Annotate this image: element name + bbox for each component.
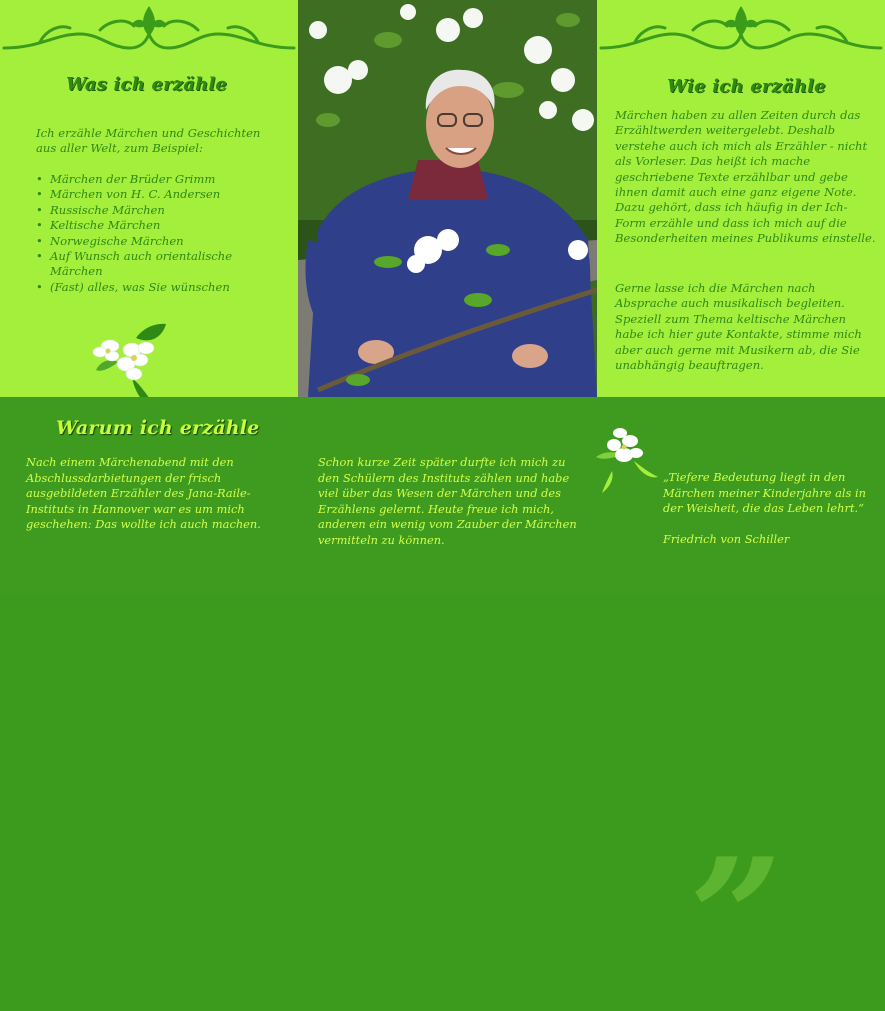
list-item: • Keltische Märchen (36, 218, 286, 233)
ornament-left (0, 4, 298, 56)
right-paragraph-2: Gerne lasse ich die Märchen nach Absprache auch musikalisch begleiten. Speziell zum Thema keltische Märchen habe ich hier gute Kontakte, stimme mich aber auch gerne mit Musikern ab, die Sie unabhängig beauftragen. (615, 281, 862, 373)
bottom-heading: Warum ich erzähle (56, 417, 260, 439)
right-paragraph-1: Märchen haben zu allen Zeiten durch das Erzähltwerden weitergelebt. Deshalb verstehe auch ich mich als Erzähler - nicht als Vorleser. Das heißt ich mache geschriebene Texte erzählbar und gebe ihnen damit auch eine ganz eigene Note. Dazu gehört, dass ich häufig in der Ich-Form erzähle und dass ich mich auf die Besonderheiten meines Publikums einstelle. (615, 108, 876, 246)
left-intro: Ich erzähle Märchen und Geschichten aus aller Welt, zum Beispiel: (36, 126, 261, 156)
list-item: • Russische Märchen (36, 203, 286, 218)
bottom-column-1: Nach einem Märchenabend mit den Abschlussdarbietungen der frisch ausgebildeten Erzähler des Jana-Raile-Instituts in Hannover war es um mich geschehen: Das wollte ich auch machen. (26, 455, 261, 531)
left-panel (0, 0, 298, 397)
storyteller-photo (298, 0, 597, 397)
list-item: • Auf Wunsch auch orientalische Märchen (36, 249, 286, 280)
left-heading: Was ich erzähle (66, 74, 228, 95)
list-item: • Norwegische Märchen (36, 234, 286, 249)
list-item: • Märchen der Brüder Grimm (36, 172, 286, 187)
photo-illustration (298, 0, 597, 397)
blossom-bottom-icon (594, 421, 662, 493)
bottom-column-2: Schon kurze Zeit später durfte ich mich zu den Schülern des Instituts zählen und habe viel über das Wesen der Märchen und des Erzählens gelernt. Heute freue ich mich, anderen ein wenig vom Zauber der Märchen vermitteln zu können. (318, 455, 577, 547)
story-list (36, 172, 286, 295)
quote-author: Friedrich von Schiller (663, 532, 790, 546)
ornament-right (597, 4, 885, 56)
right-panel (597, 0, 885, 397)
list-item: • Märchen von H. C. Andersen (36, 187, 286, 202)
list-item: • (Fast) alles, was Sie wünschen (36, 280, 286, 295)
bottom-band (0, 397, 885, 1011)
quote-text: „Tiefere Bedeutung liegt in den Märchen meiner Kinderjahre als in der Weisheit, die das Leben lehrt.“ (663, 470, 866, 515)
quote-mark-icon: ” (690, 823, 783, 1011)
right-heading: Wie ich erzähle (667, 76, 826, 97)
